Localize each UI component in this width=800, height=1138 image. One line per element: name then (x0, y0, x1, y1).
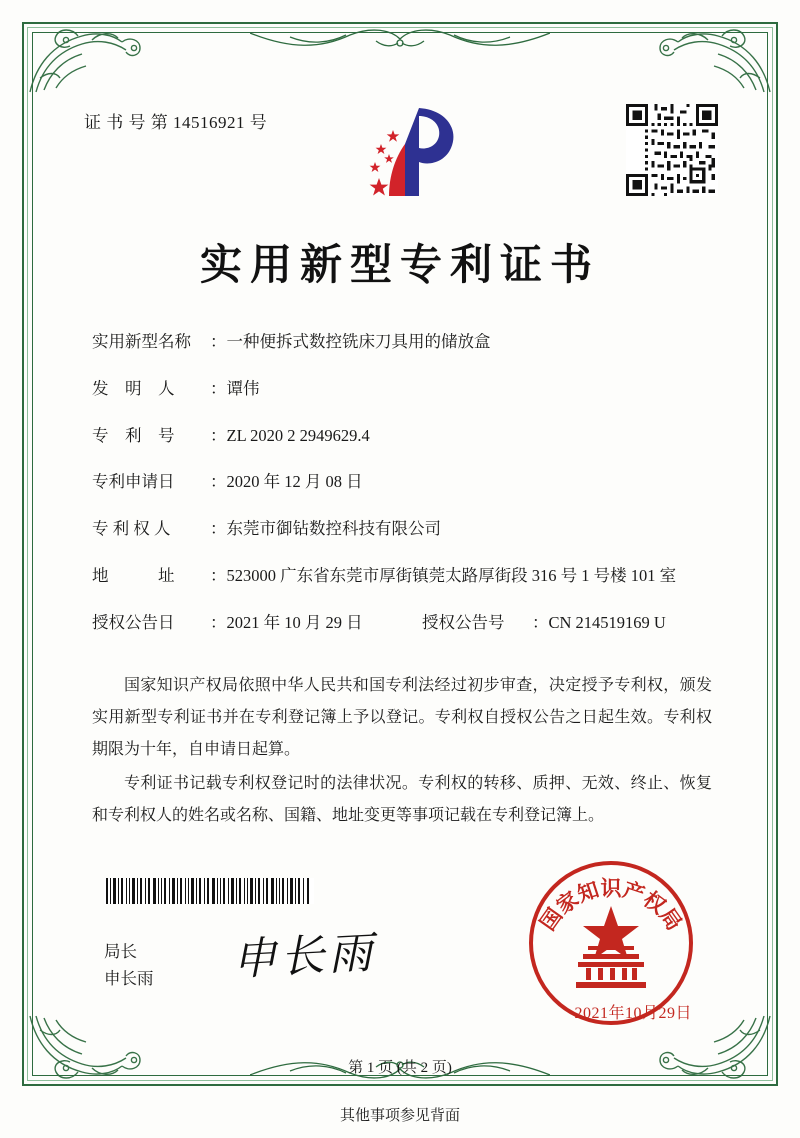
edge-ornament-icon (250, 27, 550, 57)
field-colon: ： (210, 472, 227, 492)
field-colon: ： (532, 612, 549, 632)
barcode (104, 878, 314, 904)
field-value: 2021 年 10 月 29 日 (226, 612, 363, 632)
field-colon: ： (210, 565, 227, 585)
certificate-number: 证 书 号 第 14516921 号 (84, 113, 268, 132)
field-value: 一种便拆式数控铣床刀具用的储放盒 (226, 332, 491, 351)
qr-code (626, 104, 718, 196)
field-colon: ： (210, 612, 227, 632)
field-value: 谭伟 (226, 378, 260, 398)
field-label: 授权公告日 (92, 612, 175, 632)
field-row-address (92, 564, 712, 589)
back-page-note: 其他事项参见背面 (339, 1108, 460, 1124)
field-row-inventor (92, 377, 712, 402)
field-row-application-date (92, 470, 712, 495)
field-value: CN 214519169 U (548, 612, 666, 632)
field-row-grant (92, 611, 712, 636)
field-colon: ： (210, 519, 227, 538)
signature-name: 申长雨 (104, 969, 154, 989)
signature-block (104, 938, 154, 992)
field-value: 523000 广东省东莞市厚街镇莞太路厚街段 316 号 1 号楼 101 室 (226, 565, 677, 585)
field-grant-date (92, 611, 422, 636)
page-number: 第 1 页 (共 2 页) (348, 1060, 452, 1076)
field-value: ZL 2020 2 2949629.4 (226, 425, 370, 445)
paragraph-legal-status: 专利证书记载专利权登记时的法律状况。专利权的转移、质押、无效、终止、恢复和专利权人的姓名或名称、国籍、地址变更等事项记载在专利登记簿上。 (92, 775, 712, 824)
body-paragraphs (92, 670, 712, 834)
field-label: 专 利 号 (92, 425, 175, 445)
field-label: 专利申请日 (92, 472, 175, 492)
field-grant-number (422, 611, 712, 636)
field-colon: ： (210, 332, 227, 351)
field-list (92, 330, 712, 655)
signature-role-label: 局长 (104, 942, 137, 961)
svg-text:国家知识产权局: 国家知识产权局 (535, 876, 687, 935)
field-label: 实用新型名称 (92, 332, 191, 351)
page-title: 实用新型专利证书 (199, 243, 600, 289)
field-row-invention-name (92, 330, 712, 355)
field-label: 专 利 权 人 (92, 519, 171, 538)
field-value: 2020 年 12 月 08 日 (226, 472, 363, 492)
field-colon: ： (210, 378, 227, 398)
corner-ornament-icon (654, 26, 774, 96)
field-colon: ： (210, 425, 227, 445)
paragraph-grant-statement: 国家知识产权局依照中华人民共和国专利法经过初步审查，决定授予专利权，颁发实用新型专利证书并在专利登记簿上予以登记。专利权自授权公告之日起生效。专利权期限为十年，自申请日起算。 (92, 677, 712, 758)
corner-ornament-icon (26, 26, 146, 96)
field-label: 发 明 人 (92, 378, 175, 398)
cnipa-logo (355, 104, 467, 200)
field-row-patentee (92, 517, 712, 542)
field-row-patent-number (92, 424, 712, 449)
field-value: 东莞市御钻数控科技有限公司 (226, 519, 441, 538)
handwritten-signature: 申长雨 (231, 928, 378, 985)
field-label: 地 址 (92, 565, 175, 585)
field-label: 授权公告号 (422, 612, 505, 632)
seal-date: 2021年10月29日 (574, 1005, 692, 1022)
